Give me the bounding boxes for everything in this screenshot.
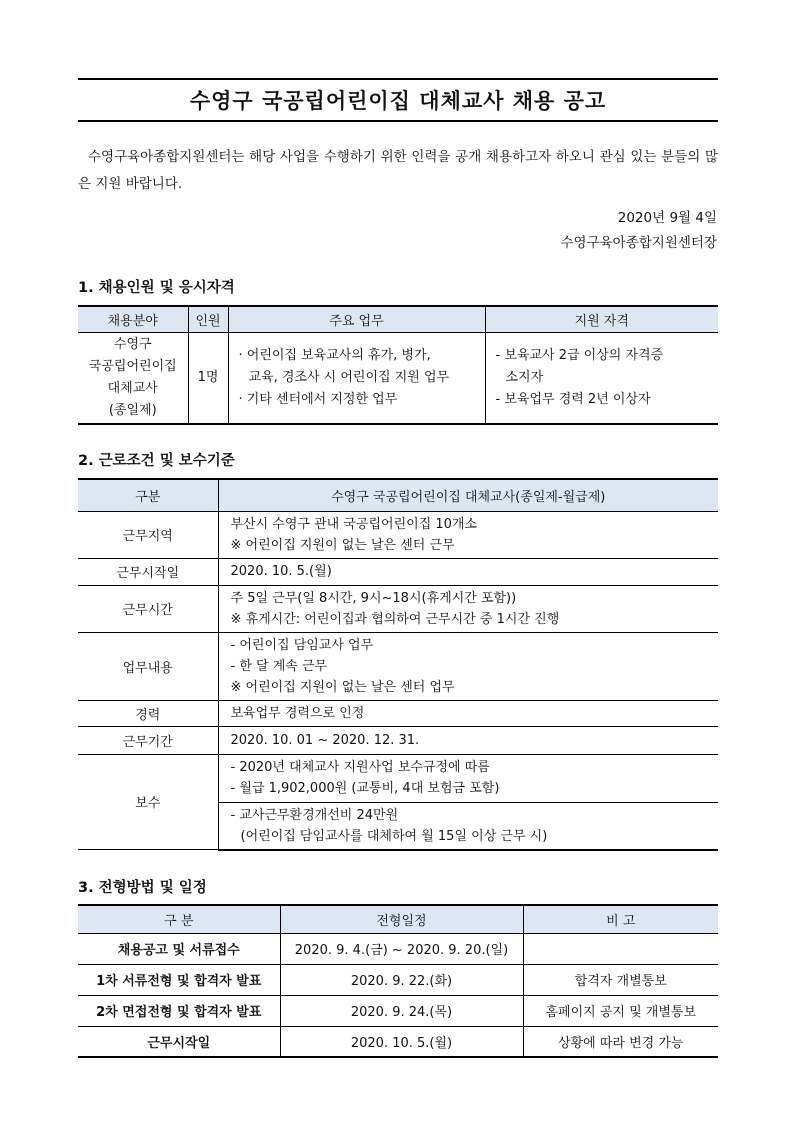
row-label: 경력 <box>78 700 218 726</box>
table-row <box>78 964 718 995</box>
value-line: - 2020년 대체교사 지원사업 보수규정에 따름 <box>230 760 490 775</box>
table-row <box>78 754 718 802</box>
field-line: 국공립어린이집 <box>88 358 177 374</box>
row-value <box>218 700 718 726</box>
table-row <box>78 632 718 700</box>
table-row <box>78 726 718 754</box>
header-position: 수영구 국공립어린이집 대체교사(종일제-월급제) <box>218 479 718 511</box>
stage-cell: 2차 면접전형 및 합격자 발표 <box>78 995 280 1026</box>
row-label: 근무지역 <box>78 511 218 558</box>
stage-cell: 근무시작일 <box>78 1026 280 1057</box>
stage-cell: 채용공고 및 서류접수 <box>78 933 280 964</box>
value-line: - 교사근무환경개선비 24만원 <box>230 807 399 823</box>
page-title: 수영구 국공립어린이집 대체교사 채용 공고 <box>189 89 607 113</box>
header-schedule: 전형일정 <box>280 905 523 933</box>
row-value <box>218 754 718 802</box>
header-qualifications: 지원 자격 <box>485 306 718 332</box>
duty-line: 교육, 경조사 시 어린이집 지원 업무 <box>248 369 450 385</box>
table-row <box>78 511 718 558</box>
value-line: - 월급 1,902,000원 (교통비, 4대 보험금 포함) <box>230 781 500 796</box>
header-stage: 구 분 <box>78 905 280 933</box>
duty-line: · 기타 센터에서 지정한 업무 <box>238 391 398 407</box>
value-line: - 한 달 계속 근무 <box>230 658 328 674</box>
note-cell <box>523 933 718 964</box>
value-line: (어린이집 담임교사를 대체하여 월 15일 이상 근무 시) <box>240 828 548 844</box>
conditions-table <box>78 478 718 851</box>
table-row <box>78 933 718 964</box>
recruitment-table <box>78 305 718 425</box>
value-line: ※ 휴게시간: 어린이집과 협의하여 근무시간 중 1시간 진행 <box>230 611 560 627</box>
value-line: ※ 어린이집 지원이 없는 날은 센터 근무 <box>230 537 455 553</box>
table-row <box>78 1026 718 1057</box>
row-value <box>218 632 718 700</box>
schedule-table <box>78 904 718 1058</box>
header-duties: 주요 업무 <box>228 306 485 332</box>
row-value <box>218 802 718 850</box>
value-line: 2020. 10. 01 ~ 2020. 12. 31. <box>230 732 420 748</box>
row-label: 근무시작일 <box>78 558 218 585</box>
value-line: ※ 어린이집 지원이 없는 날은 센터 업무 <box>230 679 455 695</box>
section2-heading: 2. 근로조건 및 보수기준 <box>78 453 235 469</box>
qualification-line: - 보육교사 2급 이상의 자격증 <box>495 347 664 363</box>
value-line: - 어린이집 담임교사 업무 <box>230 637 374 653</box>
section1-heading: 1. 채용인원 및 응시자격 <box>78 280 235 296</box>
field-line: 대체교사 <box>107 380 158 396</box>
qualification-cell <box>485 332 718 424</box>
field-line: (종일제) <box>108 402 157 418</box>
header-field: 채용분야 <box>78 306 188 332</box>
row-value <box>218 585 718 632</box>
schedule-cell: 2020. 10. 5.(월) <box>280 1026 523 1057</box>
table-row <box>78 995 718 1026</box>
table-row <box>78 558 718 585</box>
header-note: 비 고 <box>523 905 718 933</box>
schedule-cell: 2020. 9. 24.(목) <box>280 995 523 1026</box>
value-line: 보육업무 경력으로 인정 <box>230 705 365 721</box>
count-cell: 1명 <box>188 332 228 424</box>
schedule-cell: 2020. 9. 4.(금) ~ 2020. 9. 20.(일) <box>280 933 523 964</box>
row-value <box>218 558 718 585</box>
row-value <box>218 726 718 754</box>
row-label: 근무기간 <box>78 726 218 754</box>
field-cell <box>78 332 188 424</box>
value-line: 주 5일 근무(일 8시간, 9시~18시(휴게시간 포함)) <box>230 590 517 606</box>
schedule-cell: 2020. 9. 22.(화) <box>280 964 523 995</box>
date-block <box>561 206 718 256</box>
qualification-line: 소지자 <box>505 369 544 385</box>
value-line: 부산시 수영구 관내 국공립어린이집 10개소 <box>230 516 478 532</box>
duties-cell <box>228 332 485 424</box>
notice-date: 2020년 9월 4일 <box>617 210 717 226</box>
row-label: 업무내용 <box>78 632 218 700</box>
intro-paragraph: 수영구육아종합지원센터는 해당 사업을 수행하기 위한 인력을 공개 채용하고자 하오니 관심 있는 분들의 많은 지원 바랍니다. <box>78 149 718 192</box>
field-line: 수영구 <box>113 336 152 352</box>
row-label: 근무시간 <box>78 585 218 632</box>
qualification-line: - 보육업무 경력 2년 이상자 <box>495 391 651 407</box>
table-row <box>78 700 718 726</box>
stage-cell: 1차 서류전형 및 합격자 발표 <box>78 964 280 995</box>
note-cell: 상황에 따라 변경 가능 <box>523 1026 718 1057</box>
duty-line: · 어린이집 보육교사의 휴가, 병가, <box>238 347 431 363</box>
value-line: 2020. 10. 5.(월) <box>230 564 332 579</box>
header-count: 인원 <box>188 306 228 332</box>
table-row <box>78 585 718 632</box>
header-category: 구분 <box>78 479 218 511</box>
row-value <box>218 511 718 558</box>
section3-heading: 3. 전형방법 및 일정 <box>78 880 207 896</box>
title-box <box>78 78 718 122</box>
row-label: 보수 <box>78 754 218 850</box>
issuer: 수영구육아종합지원센터장 <box>560 235 717 251</box>
note-cell: 홈페이지 공지 및 개별통보 <box>523 995 718 1026</box>
note-cell: 합격자 개별통보 <box>523 964 718 995</box>
